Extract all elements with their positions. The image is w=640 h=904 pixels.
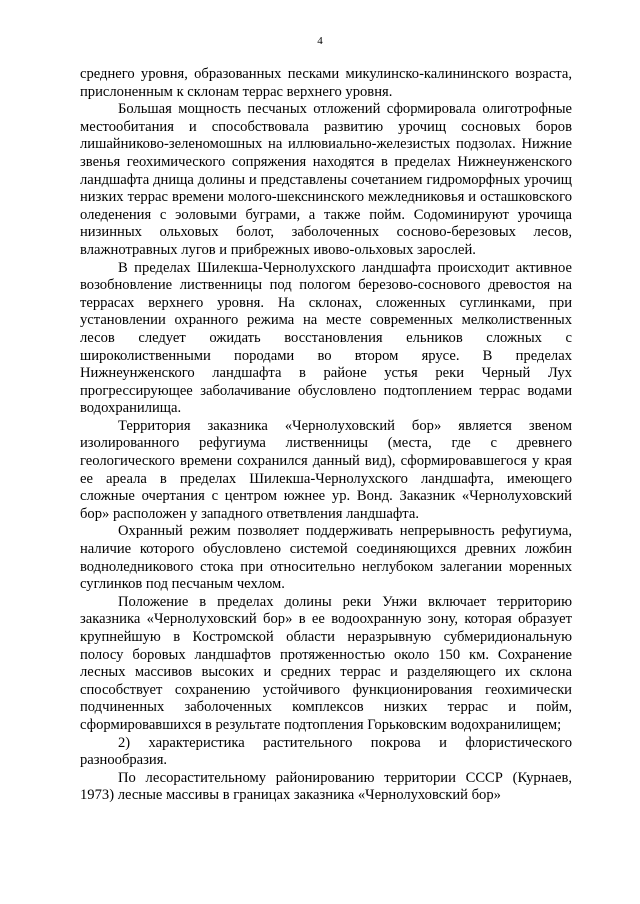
paragraph: По лесорастительному районированию территории СССР (Курнаев, 1973) лесные массивы в границах заказника «Чернолуховский бор»: [80, 769, 572, 804]
paragraph: Большая мощность песчаных отложений сформировала олиготрофные местообитания и способствовала развитию урочищ сосновых боров лишайниково-зеленомошных на иллювиально-железистых подзолах. Нижние звенья геохимического сопряжения находятся в пределах Нижнеунженского ландшафта днища долины и представлены сочетанием гидроморфных урочищ низких террас времени молого-шекснинского межледниковья и осташковского оледенения с эоловыми буграми, а также пойм. Содоминируют урочища низинных ольховых болот, заболоченных сосново-березовых лесов, влажнотравных лугов и прибрежных ивово-ольховых зарослей.: [80, 101, 572, 258]
paragraph: Территория заказника «Чернолуховский бор» является звеном изолированного рефугиума лиственницы (места, где с древнего геологического времени сохранился данный вид), сформировавшегося у края ее ареала в пределах Шилекша-Чернолухского ландшафта, имеющего сложные очертания с центром южнее ур. Вонд. Заказник «Чернолуховский бор» расположен у западного ответвления ландшафта.: [80, 417, 572, 522]
document-body: [80, 66, 572, 805]
paragraph: среднего уровня, образованных песками микулинско-калининского возраста, прислоненным к склонам террас верхнего уровня.: [80, 66, 572, 100]
list-item-heading: 2) характеристика растительного покрова и флористического разнообразия.: [80, 734, 572, 769]
page-number: 4: [317, 35, 323, 47]
paragraph: В пределах Шилекша-Чернолухского ландшафта происходит активное возобновление лиственницы под пологом березово-соснового древостоя на террасах верхнего уровня. На склонах, сложенных суглинками, при установлении охранного режима на месте современных мелколиственных лесов следует ожидать восстановления ельников сложных с широколиственными породами во втором ярусе. В пределах Нижнеунженского ландшафта в районе устья реки Черный Лух прогрессирующее заболачивание обусловлено подтоплением террас водами водохранилища.: [80, 259, 572, 417]
paragraph: Положение в пределах долины реки Унжи включает территорию заказника «Чернолуховский бор» в ее водоохранную зону, которая образует крупнейшую в Костромской области неразрывную субмеридиональную полосу боровых ландшафтов протяженностью около 150 км. Сохранение лесных массивов высоких и средних террас и разделяющего их склона способствует сохранению устойчивого функционирования геохимически подчиненных заболоченных комплексов низких террас и пойм, сформировавшихся в результате подтопления Горьковским водохранилищем;: [80, 593, 572, 733]
paragraph: Охранный режим позволяет поддерживать непрерывность рефугиума, наличие которого обусловлено системой соединяющихся древних ложбин водноледникового стока при относительно неглубоком залегании моренных суглинков под песчаным чехлом.: [80, 523, 572, 593]
